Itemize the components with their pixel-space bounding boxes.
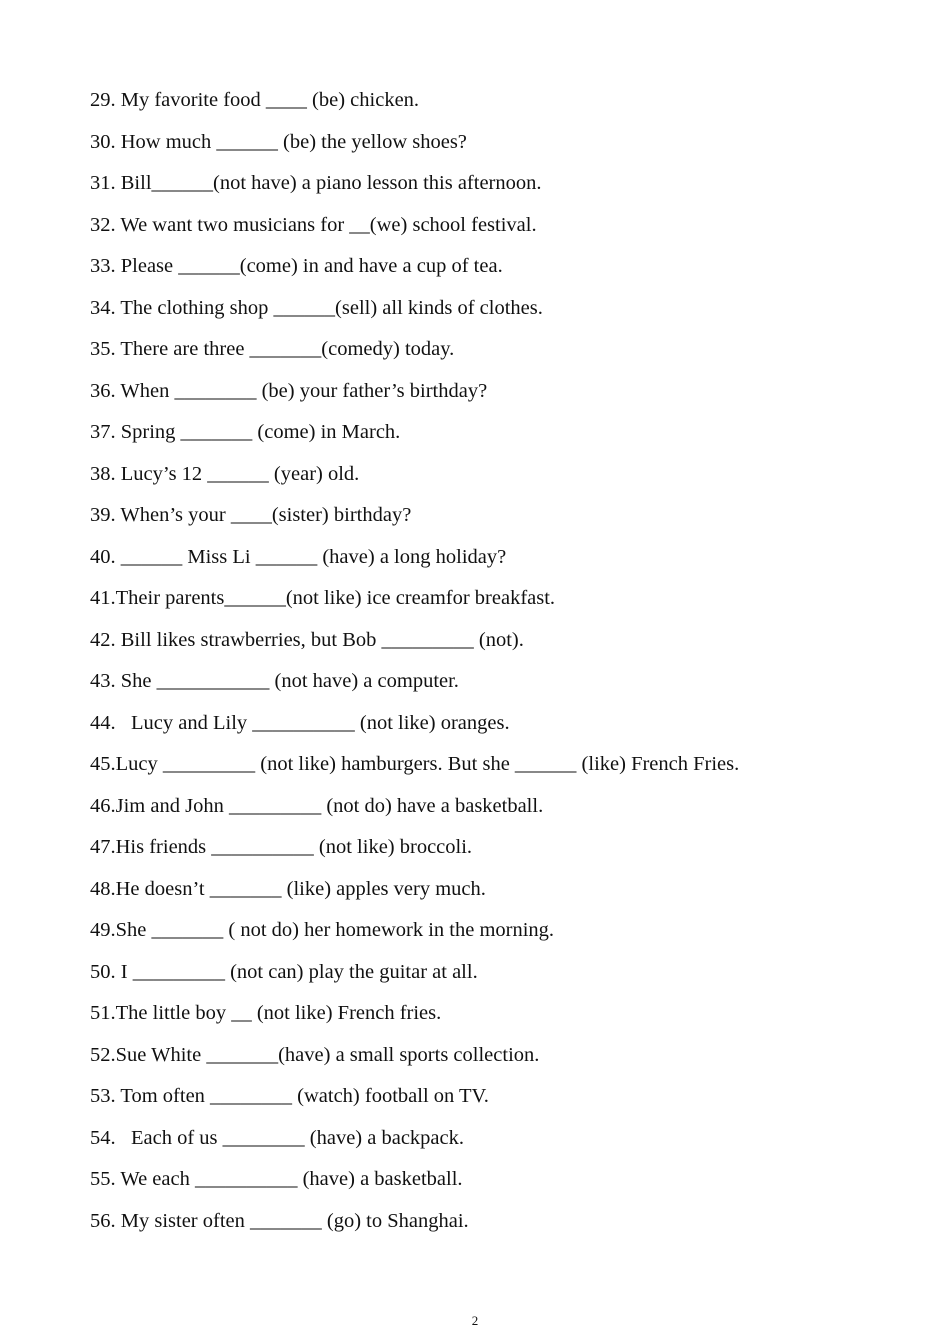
exercise-item: 41.Their parents______(not like) ice creamfor breakfast. [90, 587, 556, 609]
exercise-item: 29. My favorite food ____ (be) chicken. [90, 89, 420, 111]
exercise-item: 46.Jim and John _________ (not do) have a basketball. [90, 794, 544, 817]
exercise-item: 54. Each of us ________ (have) a backpack. [90, 1126, 464, 1149]
exercise-item: 37. Spring _______ (come) in March. [90, 421, 401, 443]
exercise-item: 50. I _________ (not can) play the guitar at all. [90, 960, 478, 983]
exercise-item: 44. Lucy and Lily __________ (not like) oranges. [90, 711, 510, 734]
exercise-item: 31. Bill______(not have) a piano lesson this afternoon. [90, 172, 542, 194]
exercise-item: 43. She ___________ (not have) a computer. [90, 670, 459, 692]
exercise-item: 51.The little boy __ (not like) French fries. [90, 1002, 442, 1024]
exercise-item: 42. Bill likes strawberries, but Bob _________ (not). [90, 628, 524, 651]
exercise-item: 35. There are three _______(comedy) today. [90, 338, 455, 360]
exercise-item: 49.She _______ ( not do) her homework in the morning. [90, 919, 555, 941]
exercise-item: 48.He doesn’t _______ (like) apples very much. [90, 877, 486, 900]
exercise-item: 36. When ________ (be) your father’s birthday? [90, 379, 488, 402]
exercise-item: 40. ______ Miss Li ______ (have) a long holiday? [90, 545, 507, 568]
exercise-item: 55. We each __________ (have) a basketball. [90, 1168, 463, 1190]
exercise-item: 38. Lucy’s 12 ______ (year) old. [90, 462, 360, 485]
exercise-item: 39. When’s your ____(sister) birthday? [90, 504, 412, 526]
exercise-item: 34. The clothing shop ______(sell) all kinds of clothes. [90, 296, 543, 319]
exercise-item: 45.Lucy _________ (not like) hamburgers. But she ______ (like) French Fries. [90, 753, 740, 775]
exercise-item: 53. Tom often ________ (watch) football on TV. [90, 1085, 489, 1107]
exercise-item: 32. We want two musicians for __(we) school festival. [90, 213, 537, 236]
page-number: 2 [471, 1313, 479, 1328]
exercise-item: 30. How much ______ (be) the yellow shoes? [90, 130, 467, 153]
exercise-list [90, 80, 910, 1242]
exercise-item: 47.His friends __________ (not like) broccoli. [90, 836, 473, 858]
exercise-item: 33. Please ______(come) in and have a cup of tea. [90, 255, 503, 277]
exercise-item: 56. My sister often _______ (go) to Shanghai. [90, 1209, 469, 1232]
exercise-item: 52.Sue White _______(have) a small sports collection. [90, 1043, 540, 1066]
